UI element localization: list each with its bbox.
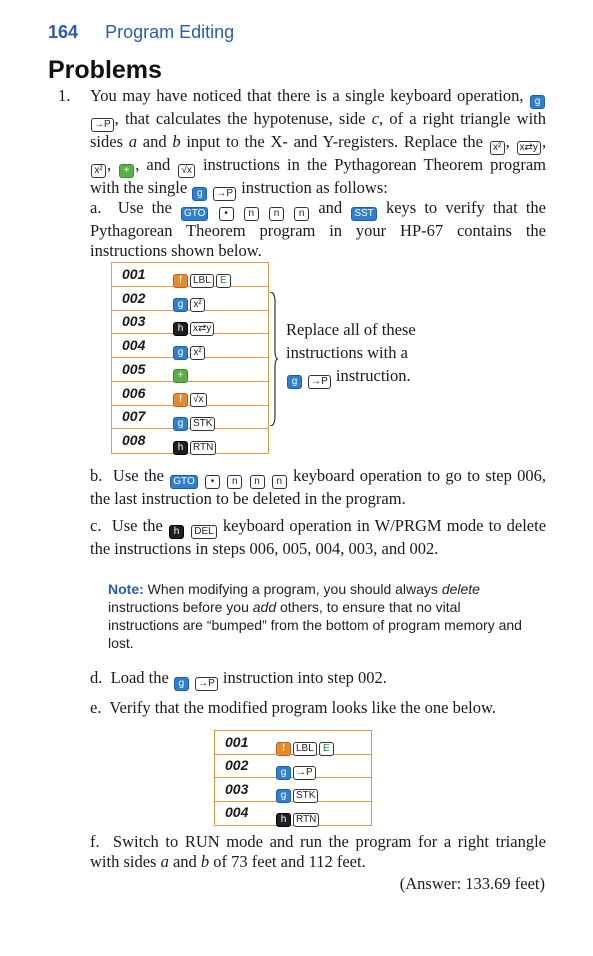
step-e: e. Verify that the modified program looks like the one below.: [90, 698, 496, 717]
calculator-key: g: [173, 417, 188, 431]
step-number: 001: [225, 733, 249, 750]
step-number: 002: [225, 757, 249, 774]
gto-key: GTO: [170, 475, 197, 489]
note-box: Note: When modifying a program, you should always delete instructions before you add others, to ensure that no vital instructions are “bumped” from the bottom of program memory and lost.: [108, 581, 522, 651]
calculator-key: E: [216, 274, 231, 288]
program-table-original: [111, 262, 269, 454]
page-title: Problems: [48, 56, 162, 84]
program-step-row: [112, 311, 268, 335]
program-step-row: [215, 778, 371, 802]
calculator-key: LBL: [190, 274, 214, 288]
step-d: d. Load the g →P instruction into step 002.: [90, 668, 387, 689]
g-key: g: [530, 95, 545, 109]
calculator-key: RTN: [293, 813, 319, 827]
n-key: n: [244, 207, 259, 221]
calculator-key: h: [276, 813, 291, 827]
calculator-key: +: [173, 369, 188, 383]
h-key: h: [169, 525, 184, 539]
page-number: 164: [48, 22, 79, 42]
step-keys: [172, 315, 215, 336]
g-key: g: [174, 677, 189, 691]
calculator-key: f: [173, 274, 188, 288]
dot-key: •: [205, 475, 220, 489]
calculator-key: STK: [293, 789, 318, 803]
n-key: n: [294, 207, 309, 221]
calculator-key: x²: [190, 298, 205, 312]
section-title: Program Editing: [105, 22, 235, 42]
n-key: n: [272, 475, 287, 489]
step-keys: [275, 782, 319, 803]
calculator-key: h: [173, 322, 188, 336]
program-step-row: [112, 429, 268, 453]
step-keys: [275, 806, 320, 827]
program-step-row: [112, 263, 268, 287]
step-number: 004: [225, 804, 249, 821]
program-step-row: [215, 755, 371, 779]
calculator-key: g: [276, 789, 291, 803]
to-polar-key: →P: [213, 187, 236, 201]
step-keys: [172, 434, 217, 455]
program-table-modified: [214, 730, 372, 826]
g-key: g: [287, 375, 302, 389]
sqrt-key: √x: [178, 164, 195, 178]
step-number: 003: [225, 780, 249, 797]
program-step-row: [215, 731, 371, 755]
step-number: 006: [122, 384, 146, 401]
program-step-row: [112, 334, 268, 358]
step-keys: [172, 386, 208, 407]
calculator-key: x²: [190, 346, 205, 360]
step-number: 007: [122, 408, 146, 425]
n-key: n: [250, 475, 265, 489]
x-squared-key: x²: [91, 164, 106, 178]
calculator-key: g: [173, 346, 188, 360]
step-c: c. Use the h DEL keyboard operation in W/PRGM mode to delete the instructions in steps 006, 005, 004, 003, and 002.: [90, 516, 547, 558]
program-step-row: [112, 358, 268, 382]
step-a: a. Use the GTO • n n n and SST keys to verify that the Pythagorean Theorem program in your HP-67 contains the instructions shown below.: [90, 198, 546, 260]
to-polar-key: →P: [308, 375, 331, 389]
step-number: 003: [122, 313, 146, 330]
step-keys: [172, 291, 206, 312]
replace-note: Replace all of these instructions with a g →P instruction.: [286, 320, 416, 387]
plus-key: +: [119, 164, 134, 178]
step-keys: [275, 735, 335, 756]
note-label: Note:: [108, 581, 144, 597]
calculator-key: x⇄y: [190, 322, 214, 336]
program-step-row: [112, 406, 268, 430]
program-step-row: [215, 802, 371, 826]
step-number: 002: [122, 289, 146, 306]
step-keys: [275, 759, 317, 780]
calculator-key: STK: [190, 417, 215, 431]
brace-icon: [268, 292, 278, 426]
program-step-row: [112, 382, 268, 406]
calculator-key: h: [173, 441, 188, 455]
calculator-key: E: [319, 742, 334, 756]
calculator-key: √x: [190, 393, 207, 407]
gto-key: GTO: [181, 207, 208, 221]
x-exchange-y-key: x⇄y: [517, 141, 541, 155]
step-keys: [172, 410, 216, 431]
program-step-row: [112, 287, 268, 311]
step-number: 005: [122, 360, 146, 377]
n-key: n: [227, 475, 242, 489]
calculator-key: g: [276, 766, 291, 780]
problem-intro: You may have noticed that there is a single keyboard operation, g→P , that calculates the hypotenuse, side c, of a right triangle with sides a and b input to the X- and Y-registers. Replace the x² , x⇄y , x² , + , and √x instructions in the Pythagorean Theorem program with the single g →P instruction as follows:: [90, 86, 547, 199]
n-key: n: [269, 207, 284, 221]
step-b: b. Use the GTO • n n n keyboard operation to go to step 006, the last instruction to be deleted in the program.: [90, 466, 546, 508]
step-keys: [172, 339, 206, 360]
calculator-key: f: [276, 742, 291, 756]
calculator-key: g: [173, 298, 188, 312]
sst-key: SST: [351, 207, 376, 221]
step-keys: [172, 362, 189, 383]
to-polar-key: →P: [91, 118, 114, 132]
step-number: 008: [122, 432, 146, 449]
del-key: DEL: [191, 525, 216, 539]
step-number: 001: [122, 265, 146, 282]
to-polar-key: →P: [195, 677, 218, 691]
calculator-key: RTN: [190, 441, 216, 455]
page-header: [48, 22, 234, 43]
calculator-key: →P: [293, 766, 316, 780]
calculator-key: LBL: [293, 742, 317, 756]
step-number: 004: [122, 337, 146, 354]
g-key: g: [192, 187, 207, 201]
problem-number: 1.: [58, 86, 71, 105]
step-f: f. Switch to RUN mode and run the program for a right triangle with sides a and b of 73 feet and 112 feet.: [90, 832, 547, 871]
step-keys: [172, 267, 232, 288]
dot-key: •: [219, 207, 234, 221]
answer: (Answer: 133.69 feet): [399, 874, 545, 893]
x-squared-key: x²: [490, 141, 505, 155]
calculator-key: f: [173, 393, 188, 407]
